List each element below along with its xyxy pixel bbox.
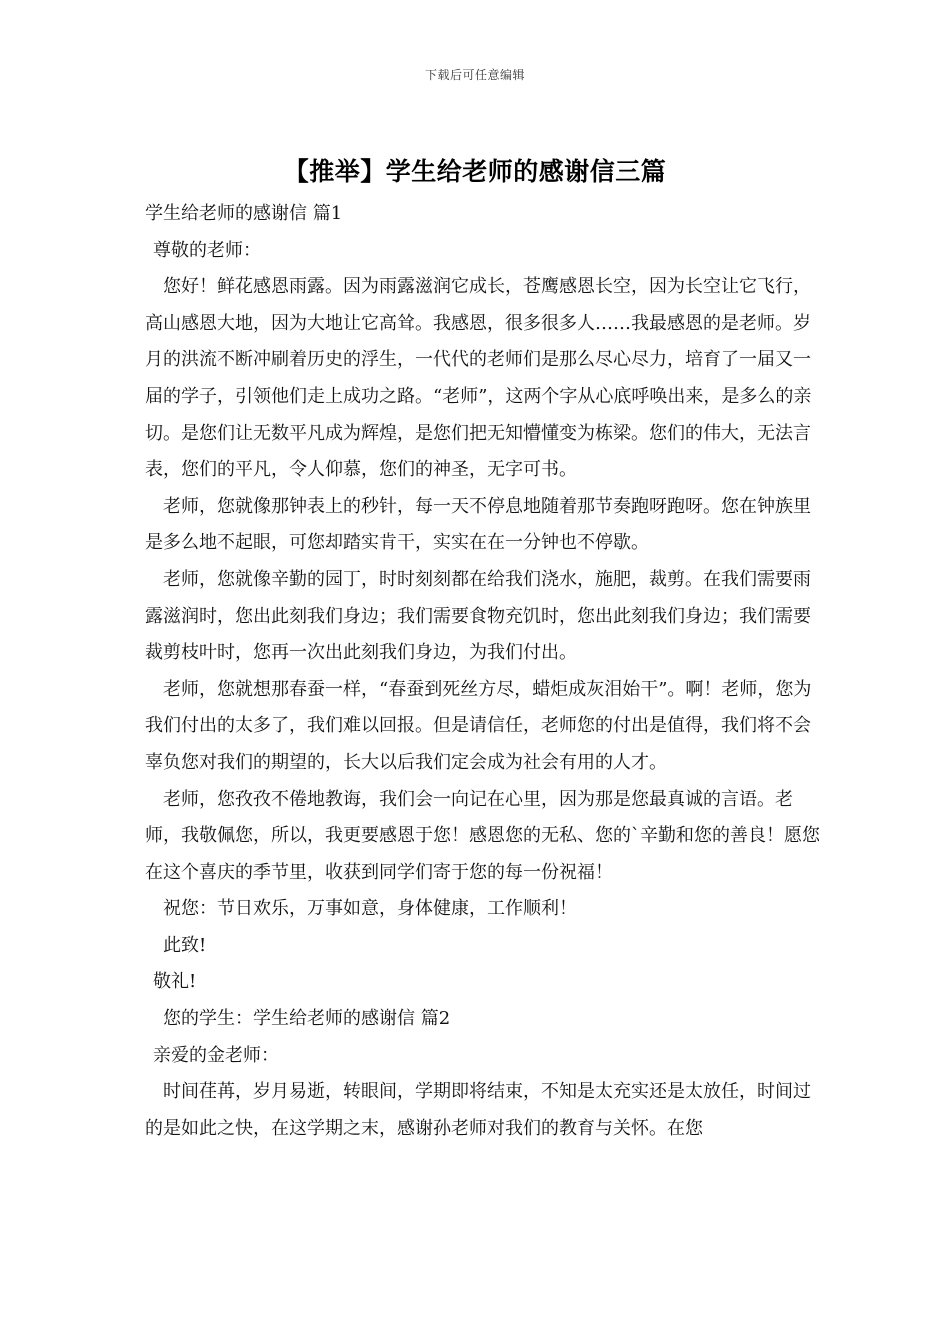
- paragraph: 老师，您就想那春蚕一样，“春蚕到死丝方尽，蜡炬成灰泪始干”。啊！老师，您为我们付出的太多了，我们难以回报。但是请信任，老师您的付出是值得，我们将不会辜负您对我们的期望的，长大以后我们定会成为社会有用的人才。: [145, 678, 812, 773]
- section-heading-1: 学生给老师的感谢信 篇1: [145, 203, 343, 224]
- paragraph: 老师，您就像辛勤的园丁，时时刻刻都在给我们浇水，施肥，裁剪。在我们需要雨露滋润时，您出此刻我们身边；我们需要食物充饥时，您出此刻我们身边；我们需要裁剪枝叶时，您再一次出此刻我们身边，为我们付出。: [145, 568, 811, 664]
- paragraph: 时间荏苒，岁月易逝，转眼间，学期即将结束，不知是太充实还是太放任，时间过的是如此之快，在这学期之末，感谢孙老师对我们的教育与关怀。在您: [145, 1081, 811, 1139]
- letter-body: [145, 196, 825, 1147]
- paragraph: 老师，您就像那钟表上的秒针，每一天不停息地随着那节奏跑呀跑呀。您在钟族里是多么地不起眼，可您却踏实肯干，实实在在一分钟也不停歇。: [145, 495, 811, 554]
- closing-salute: 敬礼!: [153, 971, 197, 993]
- paragraph: 您好！鲜花感恩雨露。因为雨露滋润它成长，苍鹰感恩长空，因为长空让它飞行，高山感恩大地，因为大地让它高耸。我感恩，很多很多人……我最感恩的是老师。岁月的洪流不断冲刷着历史的浮生，一代代的老师们是那么尽心尽力，培育了一届又一届的学子，引领他们走上成功之路。“老师”，这两个字从心底呼唤出来，是多么的亲切。是您们让无数平凡成为辉煌，是您们把无知懵懂变为栋梁。您们的伟大，无法言表，您们的平凡，令人仰慕，您们的神圣，无字可书。: [145, 276, 812, 481]
- paragraph: 老师，您孜孜不倦地教诲，我们会一向记在心里，因为那是您最真诚的言语。老师，我敬佩您，所以，我更要感恩于您！感恩您的无私、您的`辛勤和您的善良！愿您在这个喜庆的季节里，收获到同学们寄于您的每一份祝福！: [145, 788, 820, 883]
- closing-wish: 祝您：节日欢乐，万事如意，身体健康，工作顺利！: [163, 898, 577, 920]
- salutation: 尊敬的老师：: [153, 239, 261, 261]
- document-title: 【推举】学生给老师的感谢信三篇: [283, 157, 667, 186]
- salutation: 亲爱的金老师：: [153, 1044, 279, 1066]
- header-note: 下载后可任意编辑: [424, 68, 525, 82]
- signature-and-heading-2: 您的学生：学生给老师的感谢信 篇2: [163, 1008, 451, 1030]
- closing-line: 此致!: [163, 934, 207, 956]
